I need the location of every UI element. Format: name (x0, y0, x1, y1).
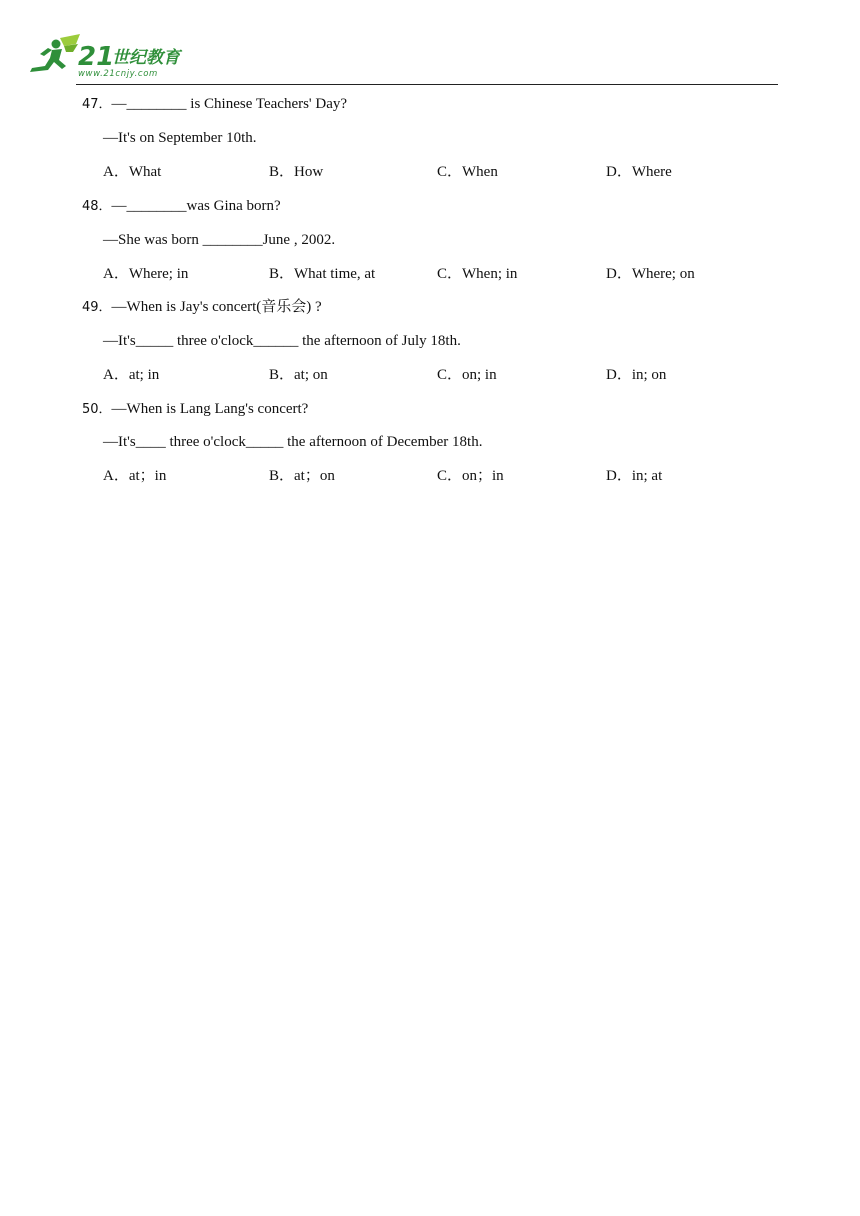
question-stem-text: —When is Lang Lang's concert? (111, 401, 309, 417)
page-header (0, 0, 860, 90)
option-b: B．What time, at (269, 266, 376, 282)
answer-line: —It's on September 10th. (103, 130, 257, 146)
option-a: A．at；in (103, 468, 167, 484)
option-d: D．in; on (606, 367, 667, 383)
option-b: B．How (269, 164, 324, 180)
question-stem (82, 297, 322, 318)
question-stem-text: —________was Gina born? (111, 198, 281, 214)
question-number: 50． (82, 402, 112, 417)
svg-text:世纪教育: 世纪教育 (112, 48, 180, 68)
runner-logo-icon (26, 32, 196, 80)
option-b: B．at; on (269, 367, 328, 383)
answer-line: —It's____ three o'clock_____ the afternoon of December 18th. (103, 434, 483, 450)
question-number: 48． (82, 199, 112, 214)
option-d: D．Where (606, 164, 672, 180)
question-stem (82, 196, 281, 217)
question-stem (82, 399, 308, 420)
question-stem-text: —When is Jay's concert(音乐会) ? (111, 299, 322, 315)
question-number: 47． (82, 97, 112, 112)
svg-text:www.21cnjy.com: www.21cnjy.com (78, 69, 158, 79)
option-c: C．on; in (437, 367, 497, 383)
question-number: 49． (82, 300, 112, 315)
option-c: C．on；in (437, 468, 504, 484)
option-d: D．Where; on (606, 266, 695, 282)
answer-line: —She was born ________June , 2002. (103, 232, 336, 248)
header-divider (76, 84, 778, 85)
option-c: C．When (437, 164, 498, 180)
question-stem-text: —________ is Chinese Teachers' Day? (111, 96, 348, 112)
option-a: A．Where; in (103, 266, 189, 282)
option-a: A．What (103, 164, 162, 180)
answer-line: —It's_____ three o'clock______ the afternoon of July 18th. (103, 333, 461, 349)
svg-text:21: 21 (78, 42, 115, 72)
question-stem (82, 94, 347, 115)
option-a: A．at; in (103, 367, 160, 383)
option-d: D．in; at (606, 468, 663, 484)
site-logo (26, 32, 196, 80)
option-c: C．When; in (437, 266, 518, 282)
option-b: B．at；on (269, 468, 335, 484)
